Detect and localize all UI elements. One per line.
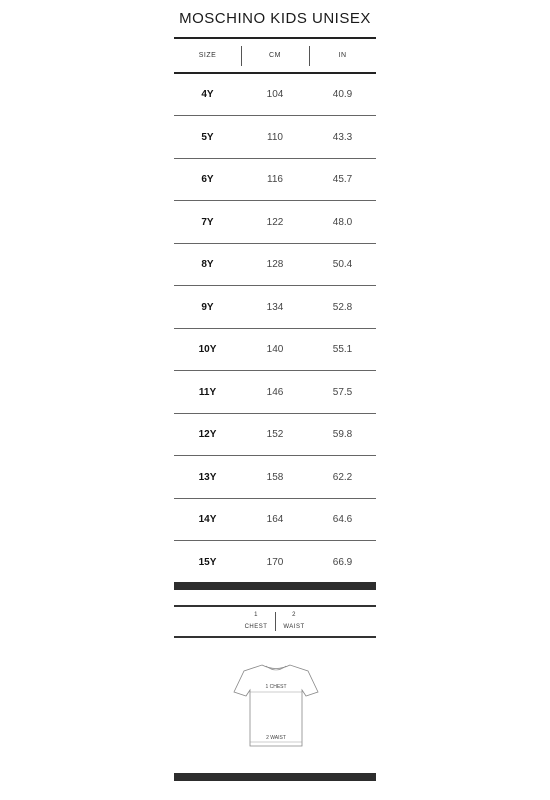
cell-size: 12Y: [198, 429, 217, 440]
measurement-number: 1: [254, 612, 258, 618]
cell-in: 43.3: [332, 131, 353, 143]
tshirt-diagram-icon: [226, 662, 326, 752]
cell-in: 59.8: [332, 429, 353, 440]
cell-cm: 170: [266, 556, 284, 568]
cell-cm: 128: [266, 259, 284, 270]
cell-cm: 164: [266, 514, 284, 525]
cell-size: 11Y: [198, 386, 217, 398]
cell-size: 15Y: [198, 556, 217, 568]
cell-size: 10Y: [198, 344, 217, 355]
table-bottom-bar: [174, 582, 376, 590]
diagram-waist-label: 2 WAIST: [266, 735, 286, 741]
cell-in: 52.8: [332, 301, 353, 313]
cell-cm: 122: [266, 216, 284, 228]
measurement-chest: [242, 612, 270, 630]
column-header-in: IN: [338, 52, 347, 59]
cell-cm: 146: [266, 386, 284, 398]
cell-size: 4Y: [201, 89, 214, 100]
column-header-cm: CM: [269, 52, 281, 59]
cell-cm: 104: [266, 89, 284, 100]
table-row: [174, 414, 376, 456]
cell-cm: 134: [266, 301, 284, 313]
measurements-bottom-rule: [174, 636, 376, 638]
diagram-chest-label: 1 CHEST: [265, 684, 287, 690]
cell-cm: 110: [267, 131, 283, 143]
cell-size: 8Y: [201, 259, 214, 270]
cell-in: 66.9: [332, 556, 353, 568]
measurement-divider: [275, 612, 276, 631]
table-row: [174, 329, 376, 371]
table-row: [174, 117, 376, 159]
cell-size: 14Y: [198, 514, 217, 525]
measurement-label: WAIST: [283, 624, 305, 630]
cell-size: 6Y: [201, 174, 214, 185]
cell-size: 9Y: [201, 301, 214, 313]
column-header-size: SIZE: [198, 52, 217, 59]
table-header: [174, 39, 376, 72]
table-row: [174, 499, 376, 541]
cell-in: 64.6: [332, 514, 353, 525]
cell-in: 62.2: [332, 471, 353, 483]
cell-cm: 116: [267, 174, 283, 185]
measurement-label: CHEST: [244, 624, 268, 630]
cell-in: 50.4: [332, 259, 353, 270]
table-row: [174, 202, 376, 244]
cell-cm: 152: [266, 429, 284, 440]
cell-cm: 158: [266, 471, 284, 483]
cell-size: 5Y: [201, 131, 214, 143]
cell-size: 13Y: [198, 471, 217, 483]
table-row: [174, 244, 376, 286]
cell-in: 48.0: [332, 216, 353, 228]
table-row: [174, 457, 376, 499]
measurements-top-rule: [174, 605, 376, 607]
cell-in: 45.7: [332, 174, 353, 185]
table-row: [174, 287, 376, 329]
cell-cm: 140: [266, 344, 284, 355]
cell-size: 7Y: [201, 216, 214, 228]
table-row: [174, 542, 376, 584]
measurement-number: 2: [292, 612, 296, 618]
cell-in: 57.5: [332, 386, 353, 398]
cell-in: 40.9: [332, 89, 353, 100]
measurement-waist: [280, 612, 308, 630]
cell-in: 55.1: [332, 344, 353, 355]
table-row: [174, 372, 376, 414]
table-row: [174, 159, 376, 201]
table-row: [174, 74, 376, 116]
footer-bar: [174, 773, 376, 781]
size-chart-title: MOSCHINO KIDS UNISEX: [179, 10, 371, 27]
